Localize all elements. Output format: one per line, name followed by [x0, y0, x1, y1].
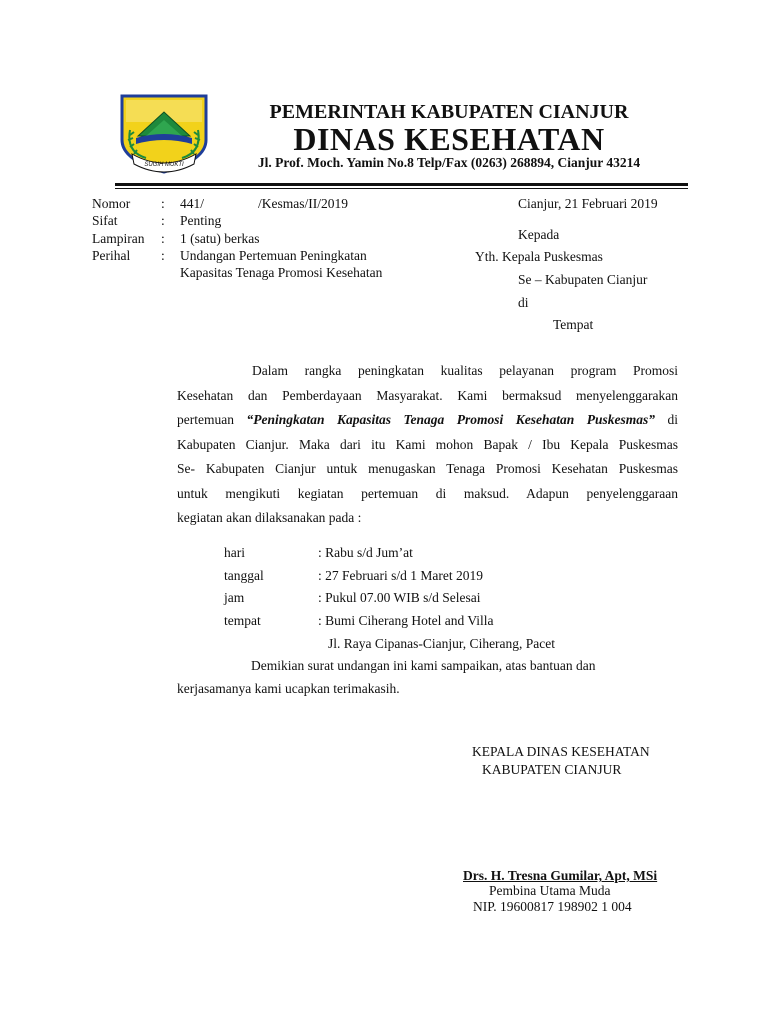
recipient-yth: Yth. Kepala Puskesmas: [475, 249, 603, 264]
recipient-kepada: Kepada: [518, 227, 560, 242]
meta-label-sifat: Sifat: [92, 213, 118, 228]
schedule-value-tempat: : Bumi Ciherang Hotel and Villa: [318, 613, 494, 628]
recipient-tempat: Tempat: [553, 317, 594, 332]
body-line: kegiatan akan dilaksanakan pada :: [177, 510, 362, 525]
body-line: Dalam rangka peningkatan kualitas pelayanan program Promosi: [252, 363, 678, 378]
letterhead-divider-thin: [115, 188, 688, 189]
meta-sep: :: [161, 248, 165, 263]
body-line: untuk mengikuti kegiatan pertemuan di maksud. Adapun penyelenggaraan: [177, 485, 678, 501]
body-line-prefix: pertemuan: [177, 412, 247, 427]
schedule-label-hari: hari: [224, 545, 245, 560]
schedule-value-tanggal: : 27 Februari s/d 1 Maret 2019: [318, 568, 483, 583]
body-line: Se- Kabupaten Cianjur untuk menugaskan Tenaga Promosi Kesehatan Puskesmas: [177, 461, 678, 476]
meta-sep: :: [161, 213, 165, 228]
schedule-value-jam: : Pukul 07.00 WIB s/d Selesai: [318, 590, 481, 605]
schedule-label-tempat: tempat: [224, 613, 261, 628]
body-line: Kabupaten Cianjur. Maka dari itu Kami mohon Bapak / Ibu Kepala Puskesmas: [177, 436, 678, 452]
event-title: “Peningkatan Kapasitas Tenaga Promosi Kesehatan Puskesmas”: [246, 412, 655, 427]
letter-date: Cianjur, 21 Februari 2019: [518, 196, 658, 211]
signature-title-1: KEPALA DINAS KESEHATAN: [472, 744, 650, 759]
body-line-suffix: di: [667, 412, 678, 427]
body-paragraph: [177, 359, 678, 531]
schedule-address: Jl. Raya Cipanas-Cianjur, Ciherang, Pacet: [328, 636, 556, 651]
letterhead-agency: DINAS KESEHATAN: [293, 121, 605, 157]
meta-sep: :: [161, 196, 165, 211]
meta-value-nomor-suffix: /Kesmas/II/2019: [258, 196, 348, 211]
meta-value-perihal-line2: Kapasitas Tenaga Promosi Kesehatan: [180, 265, 383, 280]
meta-value-lampiran: 1 (satu) berkas: [180, 231, 260, 246]
meta-label-nomor: Nomor: [92, 196, 131, 211]
letterhead-divider-thick: [115, 183, 688, 186]
meta-value-perihal: Undangan Pertemuan Peningkatan: [180, 248, 367, 263]
meta-label-perihal: Perihal: [92, 248, 131, 263]
body-line: [177, 408, 678, 433]
signatory-rank: Pembina Utama Muda: [489, 883, 611, 898]
signatory-name: Drs. H. Tresna Gumilar, Apt, MSi: [463, 868, 658, 883]
recipient-di: di: [518, 295, 529, 310]
logo-motto: SUGIH MUKTI: [144, 162, 184, 168]
recipient-area: Se – Kabupaten Cianjur: [518, 272, 648, 287]
meta-value-sifat: Penting: [180, 213, 222, 228]
schedule-label-jam: jam: [224, 590, 245, 605]
closing-line-2: kerjasamanya kami ucapkan terimakasih.: [177, 681, 400, 696]
signature-title-2: KABUPATEN CIANJUR: [482, 762, 622, 777]
body-line: Kesehatan dan Pemberdayaan Masyarakat. Kami bermaksud menyelenggarakan: [177, 387, 678, 403]
schedule-label-tanggal: tanggal: [224, 568, 264, 583]
letterhead-address: Jl. Prof. Moch. Yamin No.8 Telp/Fax (0263) 268894, Cianjur 43214: [257, 155, 641, 170]
meta-sep: :: [161, 231, 165, 246]
closing-line-1: Demikian surat undangan ini kami sampaikan, atas bantuan dan: [251, 658, 596, 673]
signatory-nip: NIP. 19600817 198902 1 004: [473, 899, 632, 914]
cianjur-emblem-logo: [116, 94, 212, 176]
meta-label-lampiran: Lampiran: [92, 231, 145, 246]
schedule-value-hari: : Rabu s/d Jum’at: [318, 545, 413, 560]
meta-value-nomor: 441/: [180, 196, 205, 211]
letterhead-government: PEMERINTAH KABUPATEN CIANJUR: [269, 101, 629, 123]
